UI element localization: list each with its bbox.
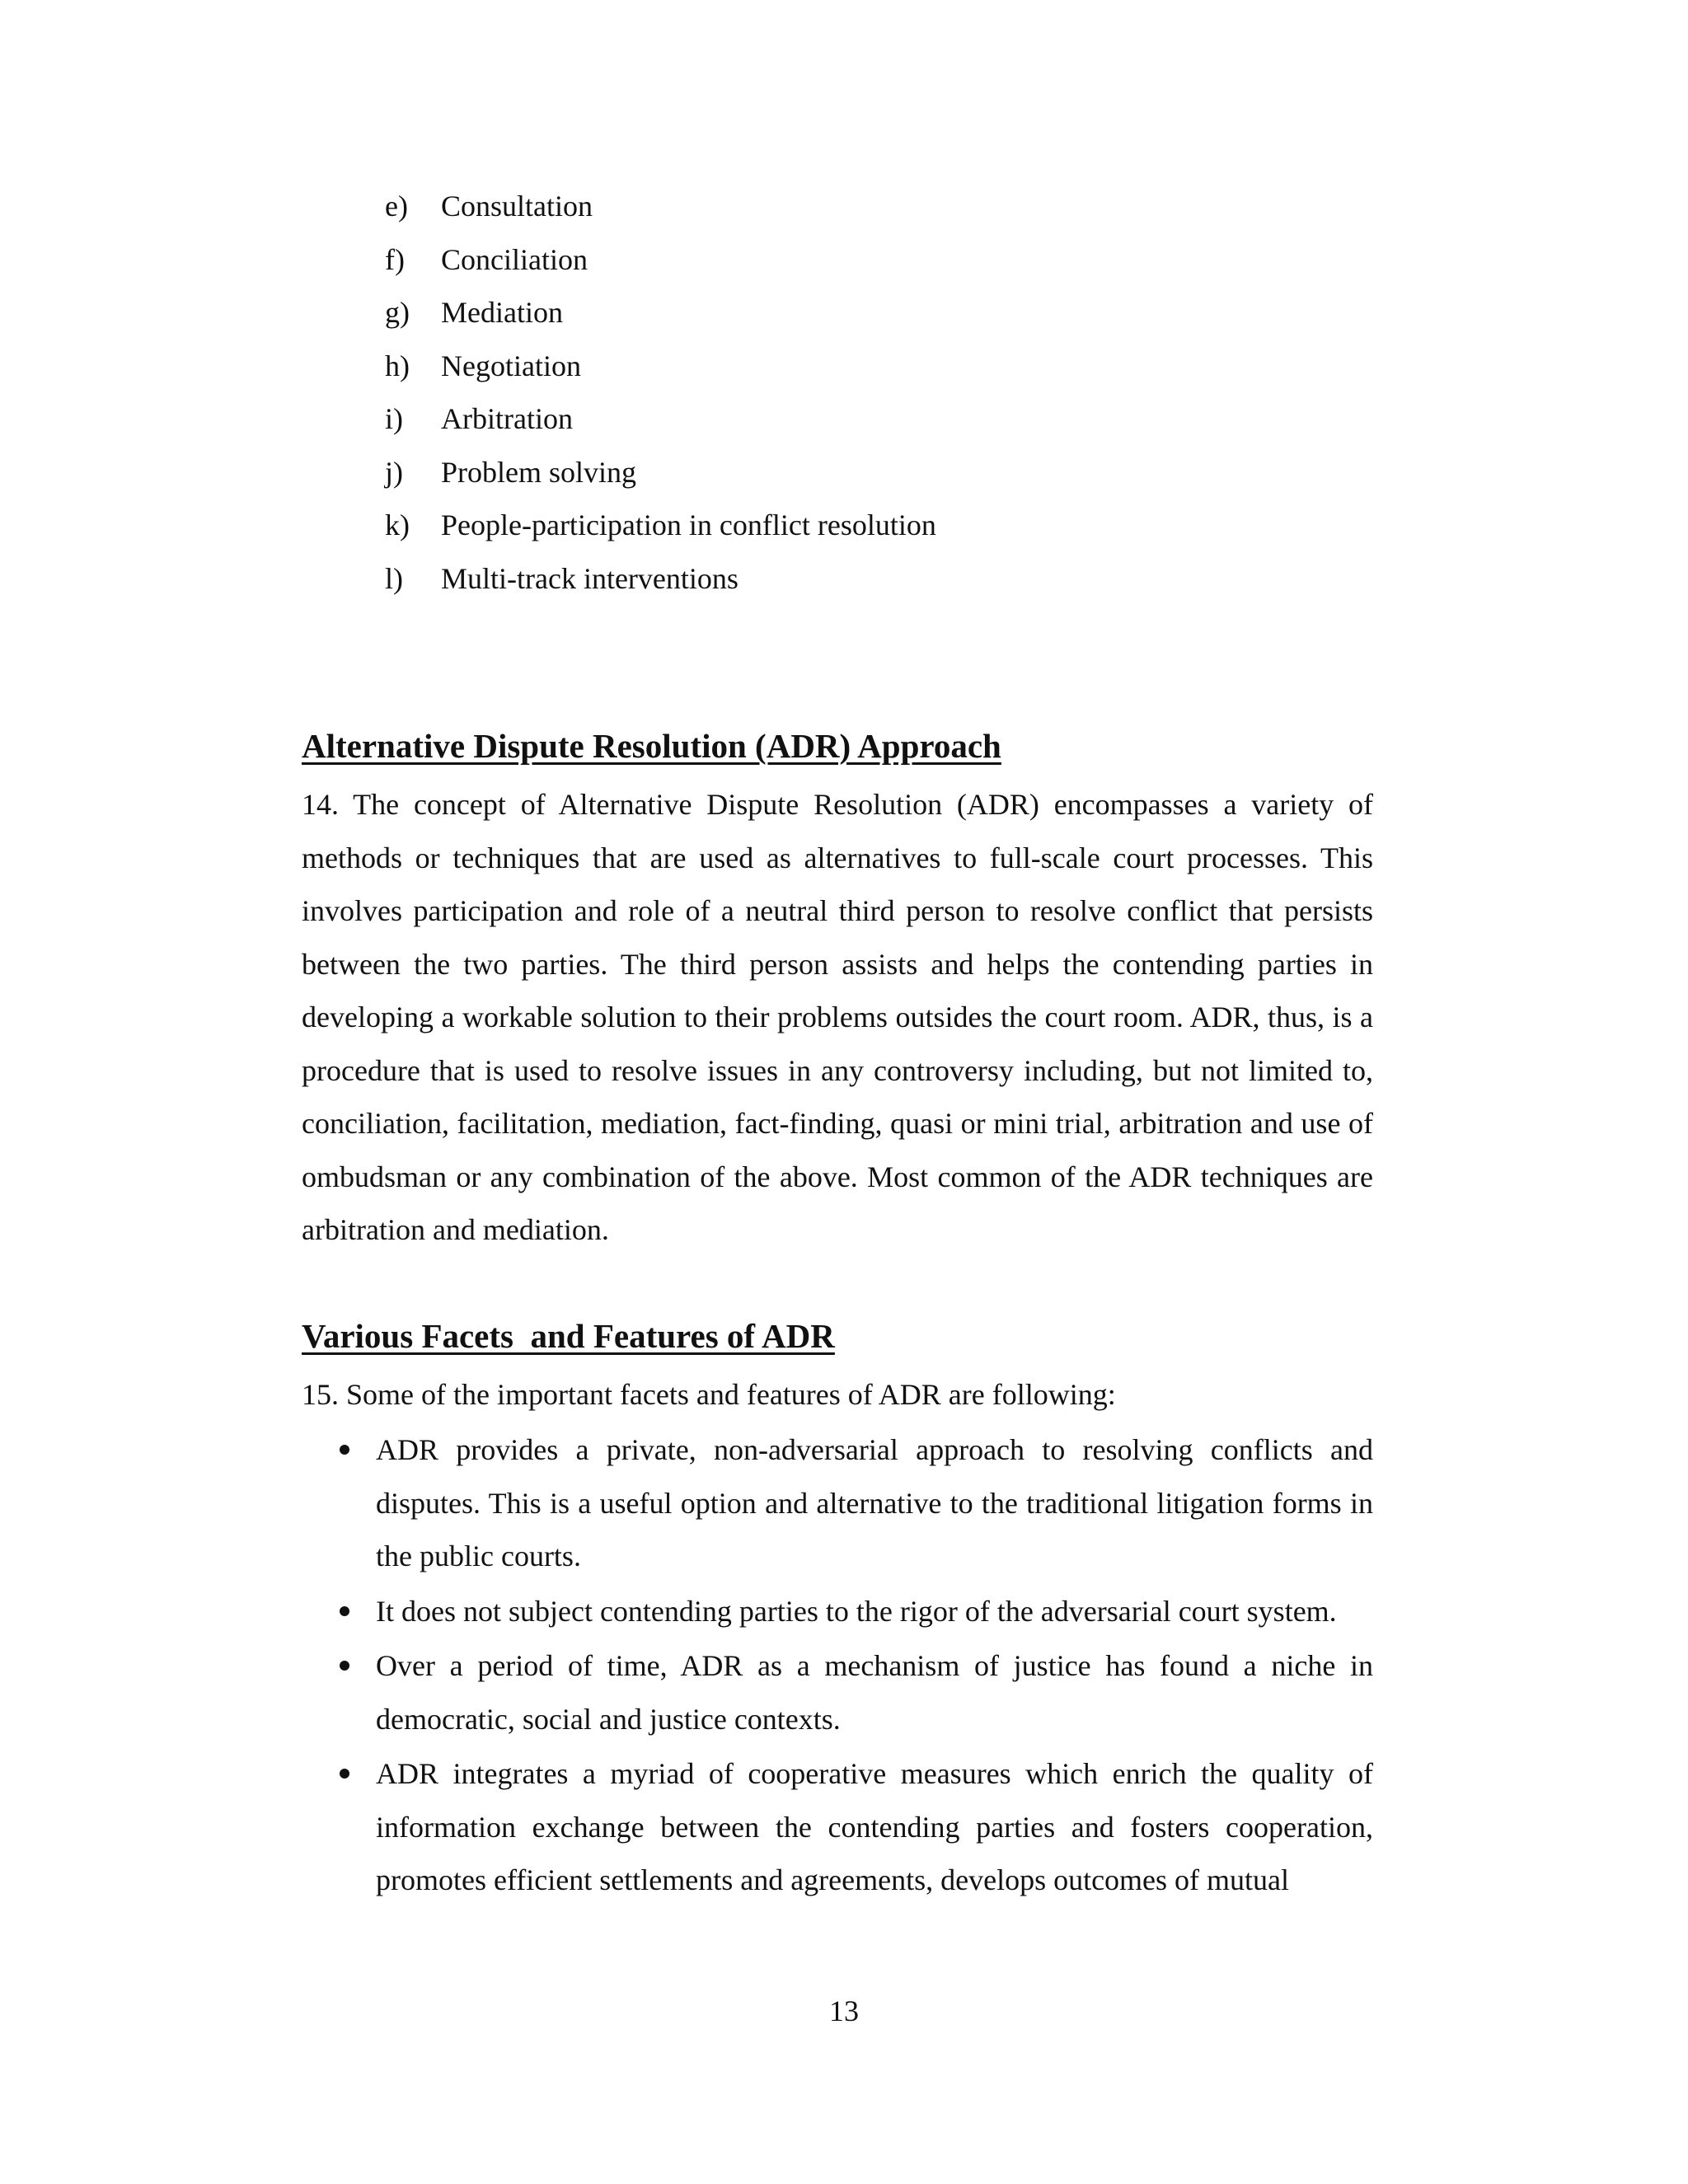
list-marker: i) [385,402,403,435]
bullet-icon [340,1445,349,1455]
bullet-list [302,1423,1373,1909]
list-item-text: Multi-track interventions [441,561,738,595]
list-marker: e) [385,190,408,223]
bullet-text: ADR integrates a myriad of cooperative measures which enrich the quality of information exchange between the contending parties and fosters cooperation, promotes efficient settlements and agreements, develops outcomes of mutual [376,1757,1373,1896]
paragraph-14: 14. The concept of Alternative Dispute Resolution (ADR) encompasses a variety of methods or techniques that are used as alternatives to full-scale court processes. This involves participation and role of a neutral third person to resolve conflict that persists between the two parties. The third person assists and helps the contending parties in developing a workable solution to their problems outsides the court room. ADR, thus, is a procedure that is used to resolve issues in any controversy including, but not limited to, conciliation, facilitation, mediation, fact-finding, quasi or mini trial, arbitration and use of ombudsman or any combination of the above. Most common of the ADR techniques are arbitration and mediation. [302,788,1373,1246]
list-item-text: Problem solving [441,455,637,489]
section-heading-facets-features: Various Facets and Features of ADR [302,1317,835,1355]
bullet-icon [340,1769,349,1779]
list-marker: j) [385,455,403,489]
list-item [385,552,936,606]
list-item-text: Arbitration [441,402,573,435]
bullet-item [302,1585,1373,1638]
paragraph-15-intro: 15. Some of the important facets and features of ADR are following: [302,1378,1116,1411]
list-marker: g) [385,296,410,329]
bullet-text: ADR provides a private, non-adversarial approach to resolving conflicts and disputes. This is a useful option and alternative to the traditional litigation forms in the public courts. [376,1433,1373,1572]
list-item [385,392,936,446]
bullet-item [302,1423,1373,1583]
list-marker: h) [385,349,410,382]
list-item [385,286,936,340]
alphabetic-list [385,180,936,605]
list-marker: l) [385,561,403,595]
list-item [385,340,936,393]
bullet-text: It does not subject contending parties to the rigor of the adversarial court system. [376,1594,1337,1628]
page-number: 13 [829,1994,859,2027]
list-marker: f) [385,242,405,276]
list-item [385,446,936,499]
list-item-text: People-participation in conflict resolution [441,509,936,541]
list-marker: k) [385,509,410,541]
bullet-icon [340,1661,349,1671]
list-item [385,180,936,233]
list-item-text: Consultation [441,190,593,223]
list-item-text: Conciliation [441,242,588,276]
list-item [385,233,936,287]
section-heading-adr-approach: Alternative Dispute Resolution (ADR) Approach [302,727,1001,765]
bullet-text: Over a period of time, ADR as a mechanism of justice has found a niche in democratic, social and justice contexts. [376,1649,1373,1736]
bullet-item [302,1747,1373,1907]
list-item [385,499,936,552]
bullet-icon [340,1606,349,1616]
bullet-item [302,1639,1373,1746]
list-item-text: Negotiation [441,349,581,382]
list-item-text: Mediation [441,296,563,329]
